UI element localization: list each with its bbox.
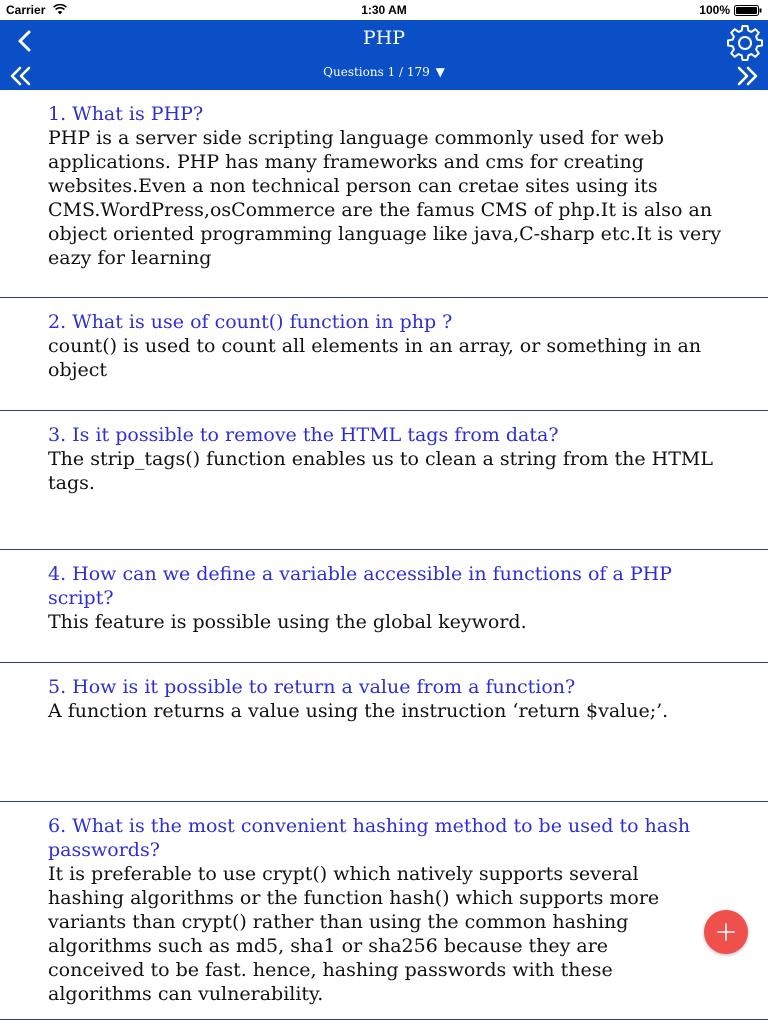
question-card[interactable] [0,802,768,1020]
question-counter-dropdown[interactable] [0,65,768,79]
question-text: 1. What is PHP? [48,103,204,125]
question-text: 2. What is use of count() function in php ? [48,311,453,333]
settings-button[interactable] [726,24,764,62]
question-list[interactable] [0,90,768,1024]
gear-icon [726,24,764,62]
status-time: 1:30 AM [361,3,407,17]
answer-text: A function returns a value using the instruction ‘return $value;’. [48,700,669,722]
battery-icon [734,5,762,16]
question-card[interactable] [0,411,768,550]
next-double-chevron-icon [734,65,760,87]
nav-bar [0,20,768,90]
battery-percent: 100% [699,3,730,17]
question-text: 6. What is the most convenient hashing method to be used to hash passwords? [48,815,691,861]
answer-text: The strip_tags() function enables us to clean a string from the HTML tags. [48,448,713,494]
plus-icon [716,922,736,942]
dropdown-caret-icon: ▼ [435,65,445,79]
question-card[interactable] [0,550,768,663]
answer-text: PHP is a server side scripting language commonly used for web applications. PHP has many frameworks and cms for creating websites.Even a non technical person can cretae sites using its CMS.WordPress,osCommerce are the famus CMS of php.It is also an object oriented programming language like java,C-sharp etc.It is very eazy for learning [48,127,722,269]
page-title: PHP [362,27,406,49]
answer-text: This feature is possible using the global keyword. [48,611,527,633]
question-text: 3. Is it possible to remove the HTML tags from data? [48,424,559,446]
answer-text: count() is used to count all elements in an array, or something in an object [48,335,702,381]
carrier-label: Carrier [6,3,46,17]
question-counter: Questions 1 / 179 [323,65,430,79]
answer-text: It is preferable to use crypt() which natively supports several hashing algorithms or the function hash() which supports more variants than crypt() rather than using the common hashing algorithms such as md5, sha1 or sha256 because they are conceived to be fast. hence, hashing passwords with these algorithms can vulnerability. [48,863,660,1005]
status-bar [0,0,768,20]
question-card[interactable] [0,663,768,802]
add-button[interactable] [704,910,748,954]
next-question-button[interactable] [734,65,760,87]
question-text: 4. How can we define a variable accessible in functions of a PHP script? [48,563,672,609]
question-text: 5. How is it possible to return a value from a function? [48,676,576,698]
question-card[interactable] [0,298,768,411]
question-card[interactable] [0,90,768,298]
